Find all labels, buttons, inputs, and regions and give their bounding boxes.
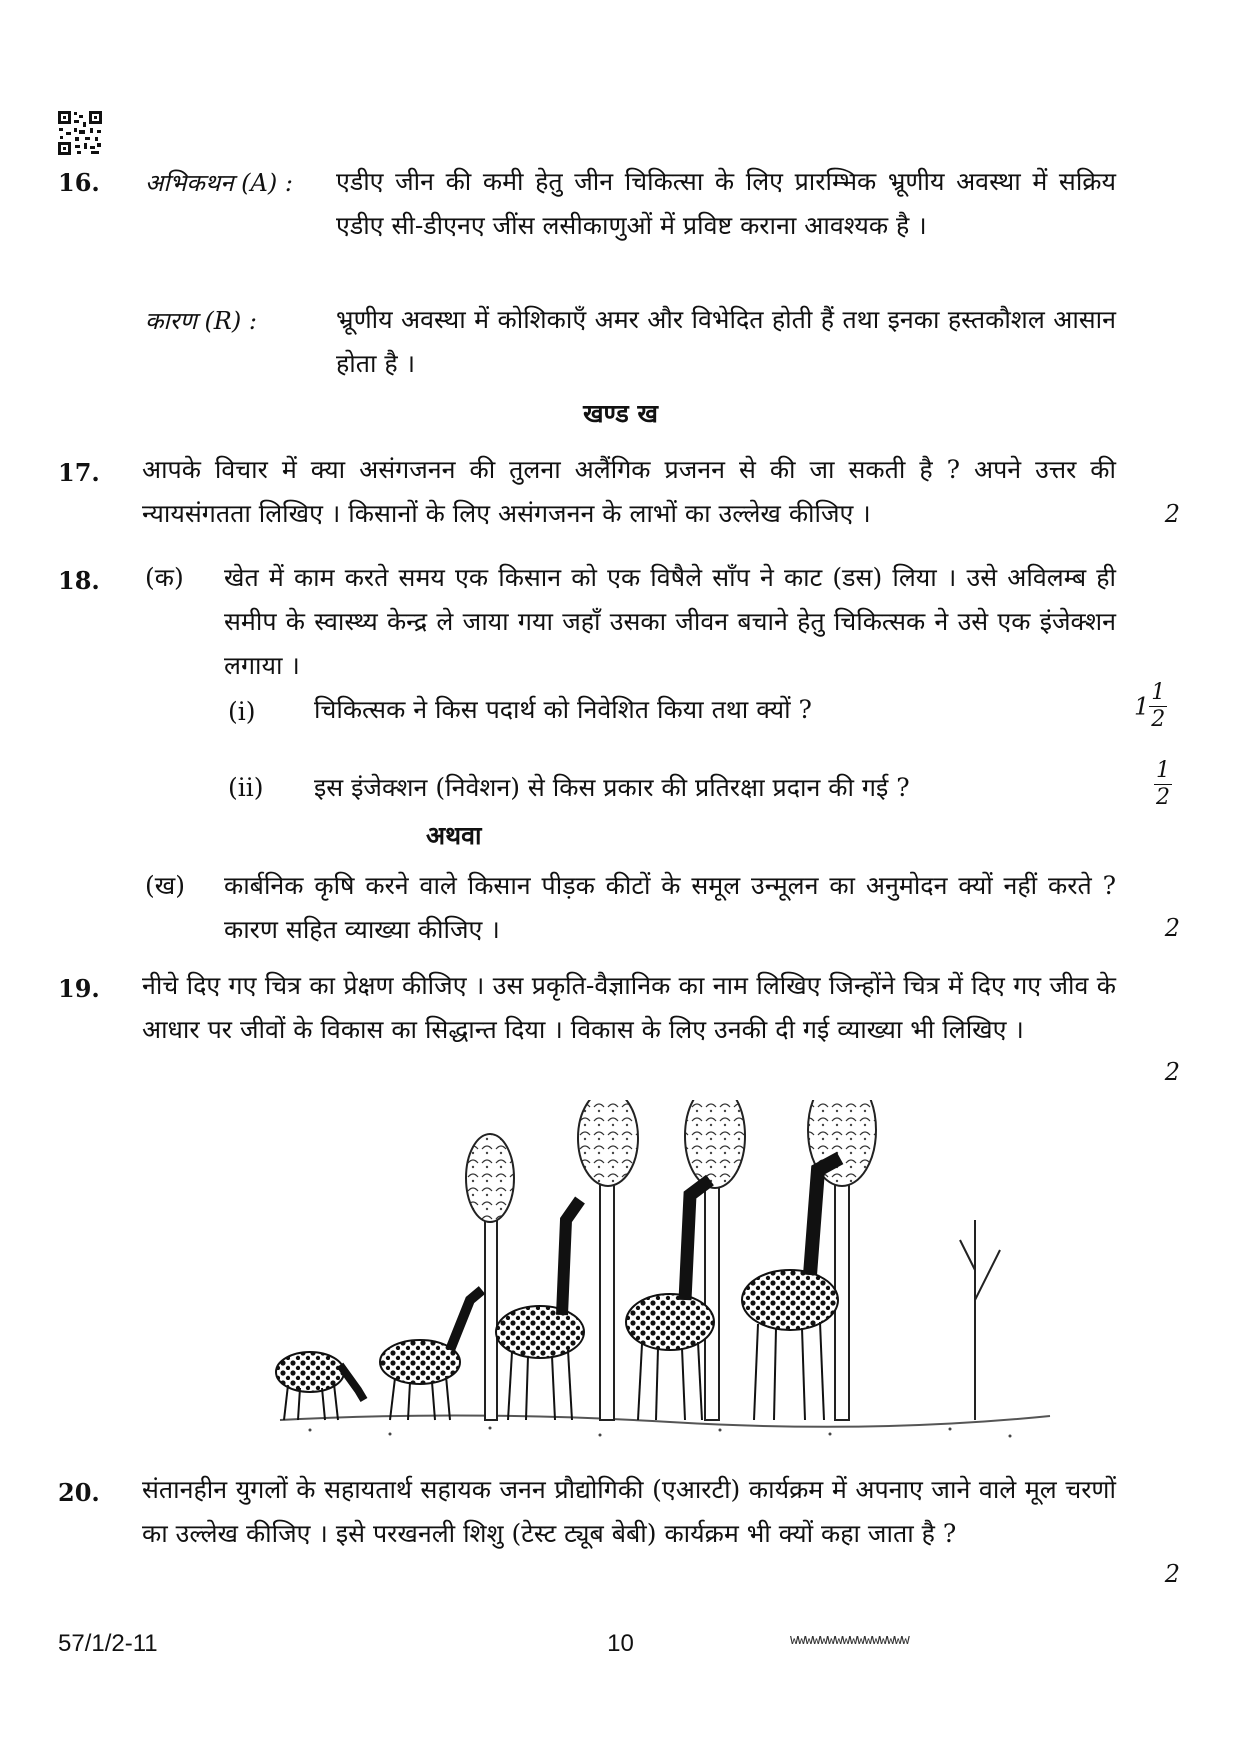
question-text: कार्बनिक कृषि करने वाले किसान पीड़क कीटों के समूल उन्मूलन का अनुमोदन क्यों नहीं करते ? कारण सहित व्याख्या कीजिए ।	[224, 871, 1116, 944]
sub-label: (ii)	[228, 773, 264, 802]
marks	[1134, 680, 1167, 733]
giraffe-illustration	[270, 1100, 1070, 1450]
reason-label: कारण (R) :	[145, 307, 257, 335]
question-number: 16.	[58, 168, 100, 197]
marks	[1154, 758, 1172, 811]
marks: 2	[1164, 1058, 1180, 1086]
marks: 2	[1164, 1560, 1180, 1588]
question-text: नीचे दिए गए चित्र का प्रेक्षण कीजिए । उस प्रकृति-वैज्ञानिक का नाम लिखिए जिन्होंने चित्र में दिए गए जीव के आधार पर जीवों के विकास का सिद्धान्त दिया । विकास के लिए उनकी दी गई व्याख्या भी लिखिए ।	[142, 971, 1116, 1044]
paper-code: 57/1/2-11	[58, 1630, 158, 1657]
question-text: चिकित्सक ने किस पदार्थ को निवेशित किया तथा क्यों ?	[314, 695, 812, 724]
question-number: 17.	[58, 458, 100, 487]
assertion-text: एडीए जीन की कमी हेतु जीन चिकित्सा के लिए प्रारम्भिक भ्रूणीय अवस्था में सक्रिय एडीए सी-डीएनए जींस लसीकाणुओं में प्रविष्ट कराना आवश्यक है ।	[336, 167, 1116, 240]
marks-fraction: $\frac{1}{2}$	[1151, 680, 1166, 732]
sub-label: (i)	[228, 697, 256, 726]
question-text: आपके विचार में क्या असंगजनन की तुलना अलैंगिक प्रजनन से की जा सकती है ? अपने उत्तर की न्यायसंगतता लिखिए । किसानों के लिए असंगजनन के लाभों का उल्लेख कीजिए ।	[142, 455, 1116, 528]
question-text: खेत में काम करते समय एक किसान को एक विषैले साँप ने काट (डस) लिया । उसे अविलम्ब ही समीप के स्वास्थ्य केन्द्र ले जाया गया जहाँ उसका जीवन बचाने हेतु चिकित्सक ने उसे एक इंजेक्शन लगाया ।	[224, 563, 1116, 680]
question-number: 18.	[58, 566, 100, 595]
sub-label: (क)	[145, 563, 184, 592]
marks: 2	[1164, 500, 1180, 528]
sub-label: (ख)	[145, 871, 185, 900]
page-number: 10	[607, 1630, 634, 1657]
reason-text: भ्रूणीय अवस्था में कोशिकाएँ अमर और विभेदित होती हैं तथा इनका हस्तकौशल आसान होता है ।	[336, 305, 1116, 378]
assertion-label: अभिकथन (A) :	[145, 169, 293, 197]
question-number: 20.	[58, 1478, 100, 1507]
marks-fraction: $\frac{1}{2}$	[1156, 758, 1170, 810]
wave-rule: wwwwwwwwwwwwwwww	[790, 1632, 909, 1648]
question-number: 19.	[58, 974, 100, 1003]
marks: 2	[1164, 914, 1180, 942]
marks-whole: 1	[1134, 692, 1150, 721]
section-heading: खण्ड ख	[583, 399, 658, 428]
qr-code-icon	[57, 110, 103, 156]
question-text: संतानहीन युगलों के सहायतार्थ सहायक जनन प्रौद्योगिकी (एआरटी) कार्यक्रम में अपनाए जाने वाले मूल चरणों का उल्लेख कीजिए । इसे परखनली शिशु (टेस्ट ट्यूब बेबी) कार्यक्रम भी क्यों कहा जाता है ?	[142, 1475, 1116, 1548]
question-text: इस इंजेक्शन (निवेशन) से किस प्रकार की प्रतिरक्षा प्रदान की गई ?	[314, 773, 910, 802]
or-heading: अथवा	[426, 821, 482, 850]
